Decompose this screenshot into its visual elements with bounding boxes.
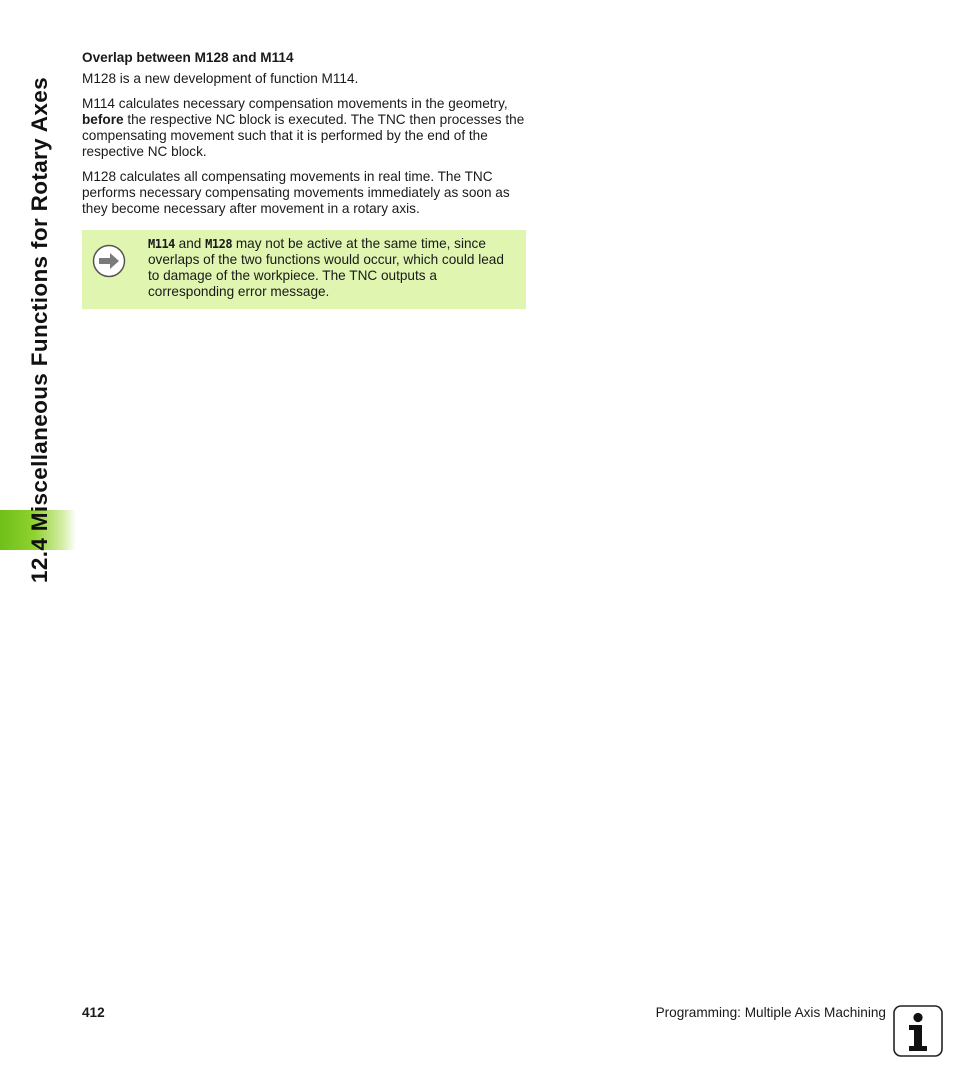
page-number: 412	[82, 1005, 105, 1020]
paragraph-2-end: the respective NC block is executed. The TNC then processes the compensating movement such that it is performed by the end of the respective NC block.	[82, 112, 525, 159]
section-heading: Overlap between M128 and M114	[82, 50, 294, 65]
paragraph-2	[82, 96, 528, 160]
note-code-m128: M128	[205, 237, 233, 251]
paragraph-3: M128 calculates all compensating movements in real time. The TNC performs necessary compensating movements immediately as soon as they become necessary after movement in a rotary axis.	[82, 169, 510, 216]
note-box	[82, 230, 526, 309]
main-content	[82, 50, 528, 226]
chapter-title: 12.4 Miscellaneous Functions for Rotary Axes	[27, 77, 52, 583]
note-body: may not be active at the same time, since overlaps of the two functions would occur, which could lead to damage of the workpiece. The TNC outputs a corresponding error message.	[148, 236, 504, 299]
paragraph-1: M128 is a new development of function M114.	[82, 71, 359, 86]
paragraph-2-start: M114 calculates necessary compensation movements in the geometry,	[82, 96, 508, 111]
paragraph-2-bold: before	[82, 112, 124, 127]
info-icon	[893, 1005, 943, 1057]
note-code-m114: M114	[148, 237, 175, 251]
note-text	[148, 236, 516, 300]
note-and: and	[174, 236, 206, 251]
running-title: Programming: Multiple Axis Machining	[655, 1005, 886, 1020]
arrow-right-icon	[92, 244, 126, 278]
